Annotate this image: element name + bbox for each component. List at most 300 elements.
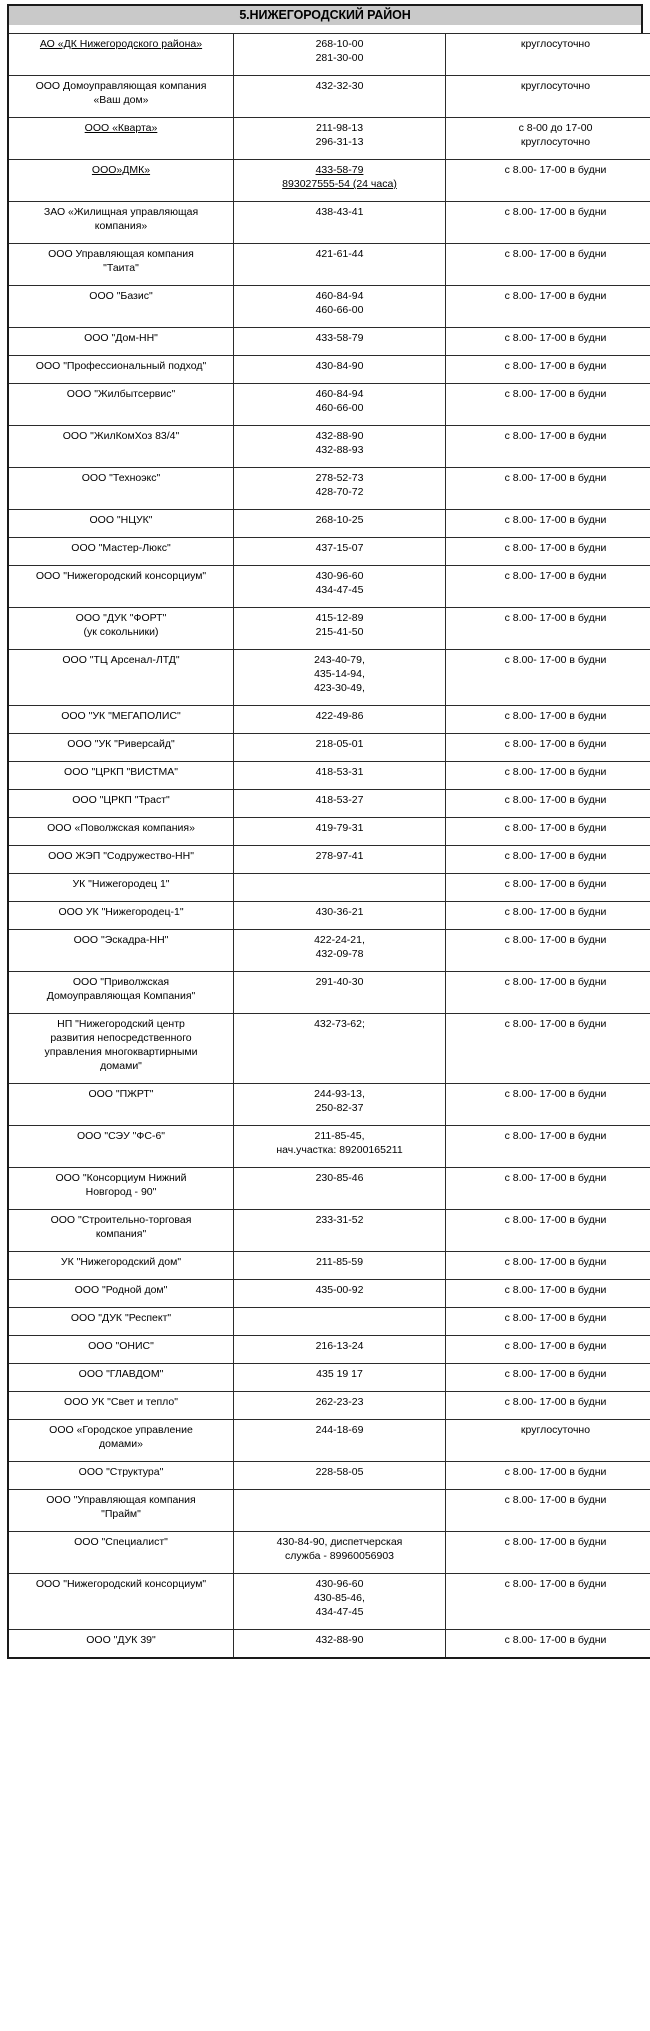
- hours-cell: [446, 1364, 650, 1392]
- management-companies-table: [7, 33, 650, 1659]
- phone-cell: [234, 1084, 446, 1126]
- phone-cell: [234, 1336, 446, 1364]
- table-row: [8, 1126, 650, 1168]
- text-line: с 8.00- 17-00 в будни: [504, 248, 607, 260]
- phone-cell: [234, 160, 446, 202]
- phone-cell: [234, 1252, 446, 1280]
- table-row: [8, 790, 650, 818]
- company-name-cell: [8, 244, 234, 286]
- text-line: 430-96-60: [315, 1578, 364, 1590]
- company-name-cell: [8, 608, 234, 650]
- hours-cell: [446, 1462, 650, 1490]
- company-name-cell: [8, 426, 234, 468]
- company-name-cell: [8, 566, 234, 608]
- text-line: 250-82-37: [315, 1102, 364, 1114]
- text-line: ООО "Техноэкс": [81, 472, 161, 484]
- text-line: 435-14-94,: [314, 668, 365, 680]
- text-line: 432-88-90: [315, 430, 364, 442]
- text-line: 216-13-24: [315, 1340, 364, 1352]
- company-name-cell: [8, 846, 234, 874]
- text-line: с 8.00- 17-00 в будни: [504, 290, 607, 302]
- text-line: компания": [95, 1228, 147, 1240]
- text-line: ООО "Строительно-торговая: [50, 1214, 192, 1226]
- text-line: ООО "Профессиональный подход": [35, 360, 207, 372]
- text-line: нач.участка: 89200165211: [276, 1144, 403, 1156]
- text-line: 278-97-41: [315, 850, 364, 862]
- text-line: 244-18-69: [315, 1424, 364, 1436]
- phone-cell: [234, 818, 446, 846]
- text-line: ООО "Родной дом": [74, 1284, 168, 1296]
- text-line: 428-70-72: [315, 486, 364, 498]
- phone-cell: [234, 762, 446, 790]
- text-line: ООО "Базис": [89, 290, 153, 302]
- phone-cell: [234, 34, 446, 76]
- text-line: с 8.00- 17-00 в будни: [504, 710, 607, 722]
- text-line: круглосуточно: [520, 80, 591, 92]
- hours-cell: [446, 762, 650, 790]
- hours-cell: [446, 874, 650, 902]
- text-line: ООО "ДУК 39": [86, 1634, 156, 1646]
- hours-cell: [446, 734, 650, 762]
- text-line: 432-88-93: [315, 444, 364, 456]
- text-line: 422-49-86: [315, 710, 364, 722]
- page-title: 5.НИЖЕГОРОДСКИЙ РАЙОН: [7, 4, 643, 25]
- text-line: с 8.00- 17-00 в будни: [504, 1578, 607, 1590]
- phone-cell: [234, 510, 446, 538]
- text-line: с 8.00- 17-00 в будни: [504, 1536, 607, 1548]
- table-row: [8, 902, 650, 930]
- text-line: "Таита": [103, 262, 139, 274]
- hours-cell: [446, 1252, 650, 1280]
- hours-cell: [446, 1168, 650, 1210]
- hours-cell: [446, 902, 650, 930]
- hours-cell: [446, 566, 650, 608]
- company-name-cell: [8, 1630, 234, 1659]
- company-name-cell: [8, 1308, 234, 1336]
- hours-cell: [446, 1210, 650, 1252]
- hours-cell: [446, 468, 650, 510]
- hours-cell: [446, 1084, 650, 1126]
- table-row: [8, 1210, 650, 1252]
- text-line: ООО "НЦУК": [89, 514, 153, 526]
- company-name-cell: [8, 356, 234, 384]
- hours-cell: [446, 1308, 650, 1336]
- hours-cell: [446, 538, 650, 566]
- text-line: с 8.00- 17-00 в будни: [504, 906, 607, 918]
- text-line: ООО "ДУК "Респект": [70, 1312, 172, 1324]
- text-line: 244-93-13,: [314, 1088, 365, 1100]
- text-line: 230-85-46: [315, 1172, 364, 1184]
- company-name-cell: [8, 202, 234, 244]
- empty-value: [237, 1311, 442, 1325]
- text-line: с 8.00- 17-00 в будни: [504, 738, 607, 750]
- text-line: компания»: [94, 220, 148, 232]
- phone-cell: [234, 328, 446, 356]
- phone-cell: [234, 930, 446, 972]
- hours-cell: [446, 286, 650, 328]
- table-body: [8, 34, 650, 1659]
- text-line: 422-24-21,: [314, 934, 365, 946]
- text-line: с 8.00- 17-00 в будни: [504, 850, 607, 862]
- table-row: [8, 76, 650, 118]
- table-row: [8, 1252, 650, 1280]
- table-row: [8, 1280, 650, 1308]
- text-line: 460-84-94: [315, 290, 364, 302]
- phone-cell: [234, 1574, 446, 1630]
- text-line: 218-05-01: [315, 738, 364, 750]
- phone-cell: [234, 384, 446, 426]
- hours-cell: [446, 244, 650, 286]
- text-line: 430-85-46,: [314, 1592, 365, 1604]
- hours-cell: [446, 706, 650, 734]
- hours-cell: [446, 202, 650, 244]
- phone-cell: [234, 608, 446, 650]
- phone-cell: [234, 118, 446, 160]
- table-row: [8, 1630, 650, 1659]
- hours-cell: [446, 930, 650, 972]
- text-line: 281-30-00: [315, 52, 364, 64]
- text-line: 262-23-23: [315, 1396, 364, 1408]
- text-line: ООО УК "Нижегородец-1": [58, 906, 184, 918]
- text-line: 268-10-25: [315, 514, 364, 526]
- hours-cell: [446, 1014, 650, 1084]
- text-line: 430-84-90: [315, 360, 364, 372]
- text-line: ООО "УК "МЕГАПОЛИС": [61, 710, 181, 722]
- text-line: с 8.00- 17-00 в будни: [504, 1312, 607, 1324]
- phone-cell: [234, 734, 446, 762]
- table-row: [8, 972, 650, 1014]
- text-line: управления многоквартирными: [44, 1046, 198, 1058]
- text-line: 438-43-41: [315, 206, 364, 218]
- company-name-cell: [8, 1210, 234, 1252]
- table-row: [8, 1490, 650, 1532]
- text-line: с 8.00- 17-00 в будни: [504, 388, 607, 400]
- text-line: Домоуправляющая Компания": [46, 990, 196, 1002]
- text-line: с 8.00- 17-00 в будни: [504, 164, 607, 176]
- table-row: [8, 608, 650, 650]
- table-row: [8, 1336, 650, 1364]
- phone-cell: [234, 706, 446, 734]
- title-spacer: [7, 25, 643, 33]
- table-row: [8, 1392, 650, 1420]
- text-line: 437-15-07: [315, 542, 364, 554]
- text-line: ООО «Кварта»: [84, 122, 158, 134]
- text-line: УК "Нижегородский дом": [60, 1256, 182, 1268]
- text-line: ООО "Структура": [78, 1466, 164, 1478]
- hours-cell: [446, 328, 650, 356]
- phone-cell: [234, 538, 446, 566]
- phone-cell: [234, 1126, 446, 1168]
- table-row: [8, 1084, 650, 1126]
- text-line: 435-00-92: [315, 1284, 364, 1296]
- table-row: [8, 1574, 650, 1630]
- text-line: с 8.00- 17-00 в будни: [504, 514, 607, 526]
- company-name-cell: [8, 1336, 234, 1364]
- text-line: служба - 89960056903: [284, 1550, 395, 1562]
- text-line: с 8.00- 17-00 в будни: [504, 1634, 607, 1646]
- text-line: с 8-00 до 17-00: [518, 122, 593, 134]
- text-line: 432-09-78: [315, 948, 364, 960]
- text-line: 228-58-05: [315, 1466, 364, 1478]
- text-line: ООО "Специалист": [74, 1536, 168, 1548]
- table-row: [8, 328, 650, 356]
- text-line: с 8.00- 17-00 в будни: [504, 206, 607, 218]
- hours-cell: [446, 790, 650, 818]
- text-line: с 8.00- 17-00 в будни: [504, 1172, 607, 1184]
- table-row: [8, 118, 650, 160]
- table-row: [8, 1308, 650, 1336]
- text-line: ООО "ЦРКП "Траст": [72, 794, 170, 806]
- table-row: [8, 818, 650, 846]
- text-line: ООО "Мастер-Люкс": [71, 542, 171, 554]
- text-line: с 8.00- 17-00 в будни: [504, 1284, 607, 1296]
- phone-cell: [234, 1364, 446, 1392]
- text-line: ООО "УК "Риверсайд": [67, 738, 175, 750]
- text-line: 291-40-30: [315, 976, 364, 988]
- text-line: с 8.00- 17-00 в будни: [504, 654, 607, 666]
- text-line: 433-58-79: [315, 332, 364, 344]
- text-line: 430-36-21: [315, 906, 364, 918]
- hours-cell: [446, 1420, 650, 1462]
- text-line: УК "Нижегородец 1": [72, 878, 170, 890]
- text-line: с 8.00- 17-00 в будни: [504, 766, 607, 778]
- phone-cell: [234, 846, 446, 874]
- text-line: ООО ЖЭП "Содружество-НН": [48, 850, 194, 862]
- phone-cell: [234, 566, 446, 608]
- company-name-cell: [8, 160, 234, 202]
- phone-cell: [234, 202, 446, 244]
- text-line: ООО "Жилбытсервис": [66, 388, 176, 400]
- table-row: [8, 1014, 650, 1084]
- company-name-cell: [8, 874, 234, 902]
- table-row: [8, 538, 650, 566]
- text-line: 296-31-13: [315, 136, 364, 148]
- text-line: 423-30-49,: [314, 682, 365, 694]
- text-line: ООО «Городское управление: [49, 1424, 193, 1436]
- text-line: 278-52-73: [315, 472, 364, 484]
- table-row: [8, 384, 650, 426]
- phone-cell: [234, 286, 446, 328]
- table-row: [8, 202, 650, 244]
- table-row: [8, 846, 650, 874]
- company-name-cell: [8, 1490, 234, 1532]
- hours-cell: [446, 76, 650, 118]
- company-name-cell: [8, 762, 234, 790]
- hours-cell: [446, 1574, 650, 1630]
- company-name-cell: [8, 650, 234, 706]
- text-line: "Прайм": [101, 1508, 141, 1520]
- table-row: [8, 34, 650, 76]
- text-line: ООО "Консорциум Нижний: [55, 1172, 187, 1184]
- hours-cell: [446, 34, 650, 76]
- table-row: [8, 426, 650, 468]
- text-line: 211-85-45,: [314, 1130, 365, 1142]
- text-line: 460-66-00: [315, 304, 364, 316]
- text-line: 435 19 17: [316, 1368, 363, 1380]
- company-name-cell: [8, 930, 234, 972]
- text-line: 415-12-89: [315, 612, 364, 624]
- table-row: [8, 1420, 650, 1462]
- table-row: [8, 762, 650, 790]
- hours-cell: [446, 118, 650, 160]
- table-row: [8, 566, 650, 608]
- text-line: 418-53-27: [315, 794, 364, 806]
- phone-cell: [234, 874, 446, 902]
- phone-cell: [234, 1280, 446, 1308]
- hours-cell: [446, 1392, 650, 1420]
- text-line: ЗАО «Жилищная управляющая: [43, 206, 199, 218]
- company-name-cell: [8, 1532, 234, 1574]
- text-line: 430-84-90, диспетчерская: [276, 1536, 403, 1548]
- text-line: с 8.00- 17-00 в будни: [504, 360, 607, 372]
- phone-cell: [234, 356, 446, 384]
- text-line: 460-66-00: [315, 402, 364, 414]
- company-name-cell: [8, 34, 234, 76]
- text-line: с 8.00- 17-00 в будни: [504, 794, 607, 806]
- company-name-cell: [8, 1084, 234, 1126]
- text-line: ООО "СЭУ "ФС-6": [76, 1130, 166, 1142]
- company-name-cell: [8, 1280, 234, 1308]
- text-line: ООО "Дом-НН": [84, 332, 158, 344]
- text-line: 211-98-13: [315, 122, 364, 134]
- hours-cell: [446, 972, 650, 1014]
- text-line: ООО Управляющая компания: [48, 248, 194, 260]
- table-row: [8, 468, 650, 510]
- company-name-cell: [8, 734, 234, 762]
- text-line: 433-58-79: [315, 164, 364, 176]
- text-line: ООО "ПЖРТ": [88, 1088, 154, 1100]
- phone-cell: [234, 1490, 446, 1532]
- text-line: с 8.00- 17-00 в будни: [504, 1214, 607, 1226]
- phone-cell: [234, 76, 446, 118]
- text-line: домами": [100, 1060, 142, 1072]
- table-row: [8, 874, 650, 902]
- text-line: 432-73-62;: [314, 1018, 365, 1030]
- text-line: ООО "ГЛАВДОМ": [78, 1368, 164, 1380]
- hours-cell: [446, 1336, 650, 1364]
- text-line: 893027555-54 (24 часа): [282, 178, 397, 190]
- company-name-cell: [8, 1420, 234, 1462]
- text-line: 432-32-30: [315, 80, 364, 92]
- company-name-cell: [8, 76, 234, 118]
- hours-cell: [446, 608, 650, 650]
- text-line: круглосуточно: [520, 38, 591, 50]
- hours-cell: [446, 1490, 650, 1532]
- company-name-cell: [8, 790, 234, 818]
- phone-cell: [234, 426, 446, 468]
- text-line: 268-10-00: [315, 38, 364, 50]
- phone-cell: [234, 1308, 446, 1336]
- hours-cell: [446, 160, 650, 202]
- company-name-cell: [8, 1252, 234, 1280]
- text-line: ООО "ЦРКП "ВИСТМА": [64, 766, 178, 778]
- text-line: 243-40-79,: [314, 654, 365, 666]
- text-line: с 8.00- 17-00 в будни: [504, 542, 607, 554]
- table-row: [8, 650, 650, 706]
- company-name-cell: [8, 706, 234, 734]
- text-line: с 8.00- 17-00 в будни: [504, 1494, 607, 1506]
- text-line: с 8.00- 17-00 в будни: [504, 1088, 607, 1100]
- phone-cell: [234, 244, 446, 286]
- text-line: ООО "Эскадра-НН": [73, 934, 169, 946]
- text-line: с 8.00- 17-00 в будни: [504, 934, 607, 946]
- table-row: [8, 160, 650, 202]
- company-name-cell: [8, 818, 234, 846]
- table-row: [8, 706, 650, 734]
- text-line: ООО "Управляющая компания: [46, 1494, 196, 1506]
- text-line: 421-61-44: [315, 248, 364, 260]
- phone-cell: [234, 1014, 446, 1084]
- text-line: домами»: [99, 1438, 143, 1450]
- table-row: [8, 286, 650, 328]
- text-line: 418-53-31: [315, 766, 364, 778]
- table-row: [8, 1364, 650, 1392]
- company-name-cell: [8, 972, 234, 1014]
- table-row: [8, 734, 650, 762]
- company-name-cell: [8, 1574, 234, 1630]
- text-line: с 8.00- 17-00 в будни: [504, 1018, 607, 1030]
- hours-cell: [446, 510, 650, 538]
- text-line: ООО "Нижегородский консорциум": [35, 1578, 207, 1590]
- hours-cell: [446, 426, 650, 468]
- phone-cell: [234, 902, 446, 930]
- text-line: 434-47-45: [315, 584, 364, 596]
- text-line: ООО "Нижегородский консорциум": [35, 570, 207, 582]
- phone-cell: [234, 1210, 446, 1252]
- table-row: [8, 1168, 650, 1210]
- phone-cell: [234, 1630, 446, 1659]
- hours-cell: [446, 1630, 650, 1659]
- text-line: 233-31-52: [315, 1214, 364, 1226]
- hours-cell: [446, 650, 650, 706]
- company-name-cell: [8, 902, 234, 930]
- text-line: с 8.00- 17-00 в будни: [504, 1396, 607, 1408]
- text-line: 215-41-50: [315, 626, 364, 638]
- table-row: [8, 244, 650, 286]
- text-line: 211-85-59: [315, 1256, 364, 1268]
- company-name-cell: [8, 384, 234, 426]
- text-line: АО «ДК Нижегородского района»: [39, 38, 203, 50]
- company-name-cell: [8, 468, 234, 510]
- text-line: с 8.00- 17-00 в будни: [504, 1466, 607, 1478]
- text-line: развития непосредственного: [50, 1032, 192, 1044]
- text-line: НП "Нижегородский центр: [57, 1018, 185, 1030]
- text-line: 434-47-45: [315, 1606, 364, 1618]
- phone-cell: [234, 468, 446, 510]
- text-line: с 8.00- 17-00 в будни: [504, 822, 607, 834]
- phone-cell: [234, 972, 446, 1014]
- text-line: с 8.00- 17-00 в будни: [504, 430, 607, 442]
- hours-cell: [446, 1280, 650, 1308]
- company-name-cell: [8, 286, 234, 328]
- company-name-cell: [8, 1168, 234, 1210]
- text-line: с 8.00- 17-00 в будни: [504, 976, 607, 988]
- text-line: (ук сокольники): [83, 626, 159, 638]
- table-row: [8, 930, 650, 972]
- text-line: ООО "Приволжская: [72, 976, 170, 988]
- text-line: 430-96-60: [315, 570, 364, 582]
- text-line: с 8.00- 17-00 в будни: [504, 472, 607, 484]
- phone-cell: [234, 1392, 446, 1420]
- phone-cell: [234, 650, 446, 706]
- text-line: с 8.00- 17-00 в будни: [504, 1256, 607, 1268]
- text-line: с 8.00- 17-00 в будни: [504, 1340, 607, 1352]
- table-row: [8, 1462, 650, 1490]
- hours-cell: [446, 356, 650, 384]
- company-name-cell: [8, 1392, 234, 1420]
- table-row: [8, 510, 650, 538]
- text-line: 419-79-31: [315, 822, 364, 834]
